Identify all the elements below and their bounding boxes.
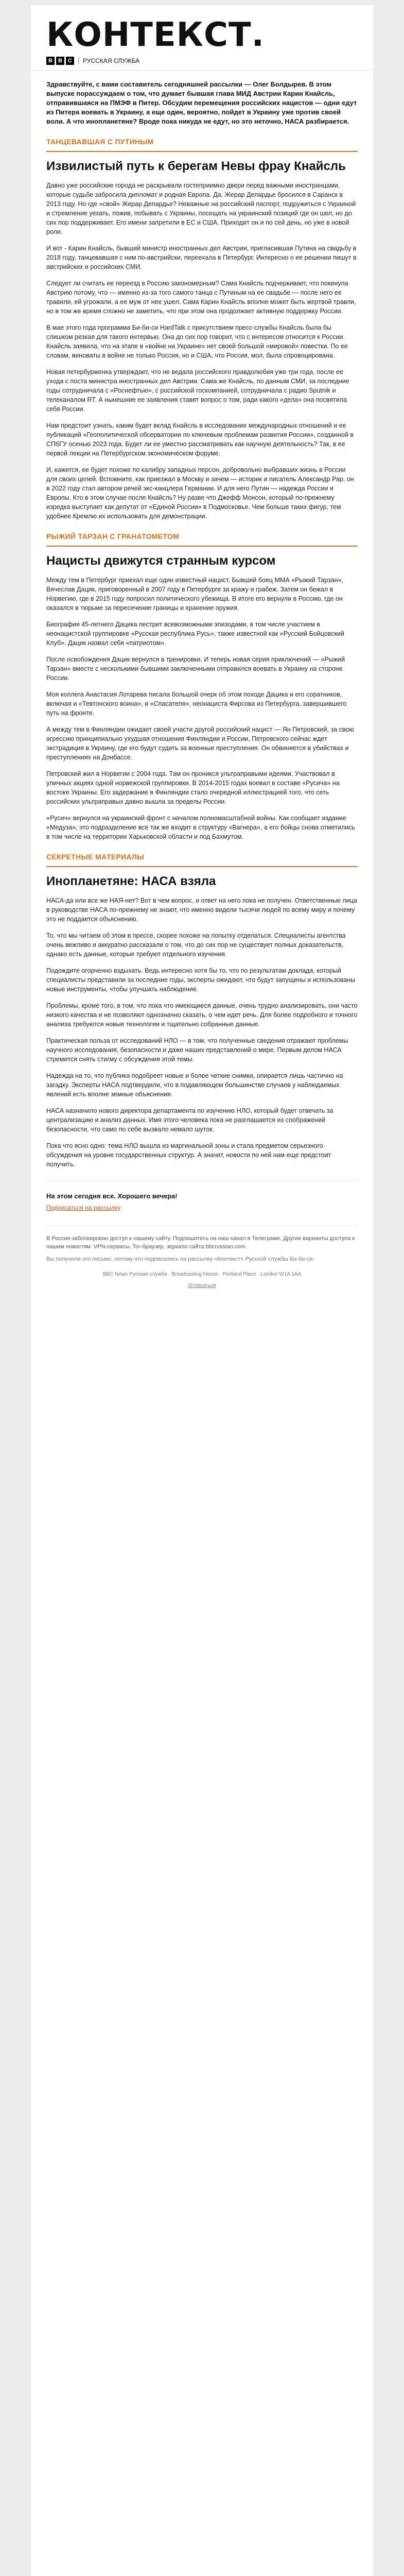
signoff-text: На этом сегодня все. Хорошего вечера!: [46, 1192, 178, 1200]
article-title: Нацисты движутся странным курсом: [46, 554, 276, 568]
subbrand: [46, 57, 358, 65]
section-label: СЕКРЕТНЫЕ МАТЕРИАЛЫ: [46, 853, 145, 861]
section-2: [46, 532, 358, 841]
section-rule: [46, 546, 358, 547]
paragraph: «Русич» вернулся на украинский фронт с началом полномасштабной войны. Как сообщает издание «Медуза», это подразделение все так же входит в структуру «Вагнера», а его бойцы снова отметились в том числе на территории Харьковской области и под Бахмутом.: [46, 815, 355, 840]
subbrand-divider: [78, 57, 79, 64]
paragraph: В мае этого года программа Би-би-си HardTalk с присутствием пресс-службы Кнайсль была бы слишком резкая для такого интервью. Она до сих пор говорит, что с интересом относится к России. Кнайсль заявила, что на этапе в «войне на Украине» нет своей большой «мировой» повестки. По ее словам, виноваты в войне не только Россия, но и США, что Россия, мол, была спровоцирована.: [46, 324, 348, 359]
article-title: Извилистый путь к берегам Невы фрау Кнайсль: [46, 159, 346, 173]
unsubscribe-link[interactable]: Отписаться: [188, 1283, 216, 1289]
newsletter-container: [31, 5, 373, 2576]
paragraph: Подождите огорченно вздыхать. Ведь интересно хотя бы то, что по результатам доклада, который специалисты представили за последние годы, эксперты ожидают, что будут запущены и использованы новые инструменты, чтобы улучшать наблюдение.: [46, 967, 356, 993]
paragraph: НАСА-да или все же НАЯ-нет? Вот в чем вопрос, и ответ на него пока не получен. Ответственные лица в руководстве НАСА по-прежнему не знают, что именно видели тысячи людей по всему миру и почему это не поддается объяснению.: [46, 897, 357, 923]
bbc-letter-b2: B: [56, 57, 64, 65]
paragraph: Практическая польза от исследований НЛО — в том, что полученные сведения отражают проблемы научного исследования, безопасности и даже наших представлений о мире. Первым делом НАСА стремится снять стигму с обсуждения этой темы.: [46, 1037, 348, 1063]
paragraph: Моя коллега Анастасия Лотарева писала большой очерк об этом походе Дацика и его соратников, включая и «Тевтонского воина», и «Спасателя», неонациста Фирсова из Петербурга, завершившего путь на фронте.: [46, 691, 347, 717]
bbc-letter-b1: B: [46, 57, 55, 65]
paragraph: После освобождения Дацик вернулся в тренировки. И теперь новая серия приключений — «Рыжий Тарзан» вместе с несколькими бывшими заключенными отправился воевать в Украину на стороне России.: [46, 656, 345, 682]
paragraph: И, кажется, ее будет похоже по калибру западных персон, добровольно выбравших жизнь в России для своих целей. Вспомните, как приезжал в Москву и зачем — историк и писатель Александр Рар, он в 2022 году стал автором речей экс-канцлера Германии. И для него Путин — надежда России и Европы. Кто в этом случае после Кнайсль? Ну разве что Джефф Монсон, который по-прежнему изредка выступает как депутат от «Единой России» в Подмосковье. Чем больше таких фигур, тем удобнее Кремлю их использовать для демонстрации.: [46, 466, 354, 520]
section-label: ТАНЦЕВАВШАЯ С ПУТИНЫМ: [46, 138, 154, 146]
article-title: Инопланетяне: НАСА взяла: [46, 874, 216, 888]
footer: [46, 1226, 358, 1290]
section-rule: [46, 151, 358, 152]
paragraph: НАСА назначило нового директора департамента по изучению НЛО, который будет отвечать за централизацию и анализ данных. Имя этого человека пока не разглашается из соображений безопасности, что само по себе вызвало немало шуток.: [46, 1107, 333, 1133]
paragraph: Надежда на то, что публика подобреет новые и более четкие снимки, опирается лишь частично на загадку. Эксперты НАСА подтвердили, что в подавляющем большинстве случаев у наблюдаемых явлений есть вполне земные объяснения.: [46, 1072, 343, 1098]
paragraph: А между тем в Финляндии ожидает своей участи другой российский нацист — Ян Петровский, за свою агрессию принципиально ухудшая отношения Финляндии и России, Петровского сейчас ждет экстрадиция в Украину, где его будут судить за военные преступления. Он обвиняется в убийствах и преступлениях на Донбассе.: [46, 726, 354, 761]
subscribe-link[interactable]: Подписаться на рассылку: [46, 1204, 121, 1211]
section-label: РЫЖИЙ ТАРЗАН С ГРАНАТОМЕТОМ: [46, 532, 180, 540]
newsletter-header: [31, 5, 373, 71]
divider: [46, 1180, 358, 1181]
top-spacer: [0, 0, 404, 5]
footer-line-1: В России заблокирован доступ к нашему сайту. Подпишитесь на наш канал в Телеграме. Другие варианты доступа к нашим новостям: VPN-сервисы, Tor-браузер, зеркало сайта bbcrussian.com.: [46, 1235, 355, 1250]
bbc-logo: [46, 57, 74, 65]
newsletter-body: [31, 71, 373, 1311]
paragraph: Нам предстоит узнать, каким будет вклад Кнайсль в исследование международных отношений и ее публикаций «Геополитической обсерватории по ключевым проблемам развития России», созданной в СПбГУ осенью 2023 года. Будет ли ее уместно рассматривать как научную деятельность? Так, в ее первой лекции на Петербургском экономическом форуме.: [46, 422, 354, 457]
paragraph: Биография 45-летнего Дацика пестрит всевозможными эпизодами, в том числе участием в неонацистской группировке «Русская республика Русь», также известной как «Русский Бойцовский Клуб». Дацик назвал себя «патриотом».: [46, 621, 344, 647]
paragraph: Пока что ясно одно: тема НЛО вышла из маргинальной зоны и стала предметом серьезного обсуждения на уровне государственных структур. А значит, новости по ней нам еще предстоит получить.: [46, 1142, 331, 1168]
paragraph: Между тем в Петербург приехал еще один известный нацист. Бывший боец ММА «Рыжий Тарзан», Вячеслав Дацик, приговоренный в 2007 году в Петербурге за кражу и грабеж. Затем он бежал в Норвегию, где в 2015 году попросил политического убежища. В итоге его вернули в Россию, где он оказался в тюрьме за пересечение границы и хранение оружия.: [46, 577, 344, 612]
paragraph: Новая петербурженка утверждает, что не ведала российского правдолюбия уже три года, после ее ухода с поста министра иностранных дел Австрии. Сама же Кнайсль, по данным СМИ, за последние годы сотрудничала с «Роснефтью», с российской госкомпанией, сотрудничала с радио Sputnik и телеканалом RT. А нынешние ее заявления ставят вопрос о том, ради какого «дела» она посвятила себя России.: [46, 368, 349, 413]
paragraph: Следует ли считать ее переезд в Россию закономерным? Сама Кнайсль подчеркивает, что покинула Австрию потому, что — именно из-за того самого танца с Путиным на ее свадьбе — после него ее травили, ей угрожали, а ее муж от нее ушел. Сама Карин Кнайсль вполне может быть жертвой травли, но в том же время сложно не заметить, что при этом она продолжает активную поддержку России.: [46, 280, 356, 315]
section-3: [46, 853, 358, 1169]
paragraph: Давно уже российские города не раскрывали гостеприимно двери перед важными иностранцами, которые судьбе забросила дипломат и родная Европа. Да, Жерар Депардье бросился в Саранск в 2013 году. Но где «свой» Жерар Депардье? Неважные на российский паспорт, подружиться с Украиной и стремление уехать, пожив, побывать с Украины, посещать на украинский позиций где он шел, но до сих пор поддерживает. Его имени запретили в ЕС и США. Приходит он и по сей день, но уже в новой роли.: [46, 182, 356, 235]
paragraph: Проблемы, кроме того, в том, что пока что имеющиеся данные, очень трудно анализировать, они часто низкого качества и не позволяют однозначно сказать, о чем идет речь. Для более подробного и точного анализа требуются новые технологии и тщательно собранные данные.: [46, 1002, 358, 1028]
brand-logo: КОНТЕКСТ.: [46, 16, 265, 54]
subbrand-label: РУССКАЯ СЛУЖБА: [83, 57, 140, 64]
paragraph: То, что мы читаем об этом в прессе, скорее похоже на попытку отделаться. Специалисты агентства очень вежливо и аккуратно рассказали о том, что до сих пор не существует полных доказательств, однако есть данные, которые требуют отдельного изучения.: [46, 932, 346, 958]
section-1: [46, 138, 358, 521]
paragraph: Петровский жил в Норвегии с 2004 года. Там он проникся ультраправыми идеями. Участвовал в уличных акциях одной норвежской группировки. В 2014-2015 годах воевал в составе «Русича» на востоке Украины. Его задержание в Финляндии стало очередной иллюстрацией того, что сеть российских ультраправых давно вышла за пределы России.: [46, 770, 340, 805]
intro-text: Здравствуйте, с вами составитель сегодняшней рассылки — Олег Болдырев. В этом выпуске порассуждаем о том, что думает бывшая глава МИД Австрии Карин Кнайсль, отправившаяся на ПМЭФ в Питер. Обсудим перемещения российских нацистов — одни едут из Питера воевать в Украину, а еще один, вероятно, пойдет в Украину уже против своей воли. А что инопланетяне? Вроде пока никуда не едут, но это неточно, НАСА разбирается.: [46, 80, 357, 125]
footer-address: BBC News Русская служба · Broadcasting House · Portland Place · London W1A 1AA: [102, 1272, 302, 1277]
footer-line-2: Вы получили это письмо, потому что подписались на рассылку «Контекст» Русской службы Би-би-си.: [46, 1256, 314, 1262]
paragraph: И вот - Карин Кнайсль, бывший министр иностранных дел Австрии, пригласившая Путина на свадьбу в 2018 году, танцевавшая с ним по-австрийски, переехала в Петербург. Интересно о ее решении пишут в австрийских и российских СМИ.: [46, 245, 357, 270]
footer-bottom: [46, 1270, 358, 1290]
section-rule: [46, 866, 358, 867]
bbc-letter-c: C: [66, 57, 74, 65]
